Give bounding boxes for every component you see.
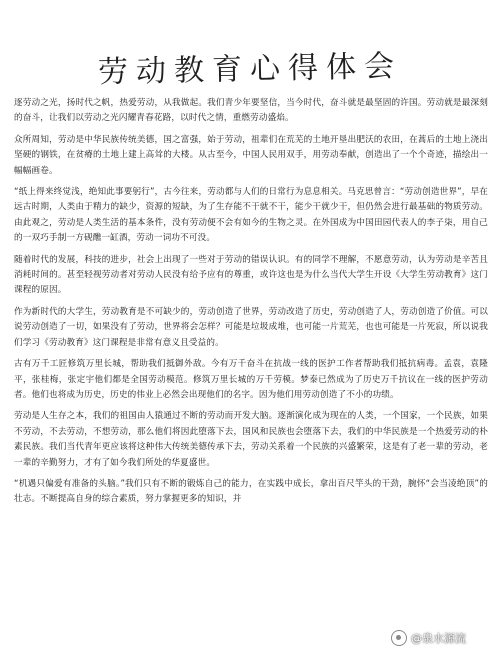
paragraph-5: 作为新时代的大学生，劳动教育是不可缺少的，劳动创造了世界，劳动改造了历史，劳动创造了人，劳动创造了价值。可以说劳动创造了一切，如果没有了劳动，世界将会怎样？可能是垃圾成堆，也可能一片荒芜，也也可能是一片死寂，所以说我们学习《劳动教育》这门课程是非常有意义且受益的。 [14, 306, 488, 348]
paragraph-2: 众所周知，劳动是中华民族传统美德，国之富强，始于劳动，祖辈们在荒芜的土地开垦出肥沃的农田，在蒿后的土地上浇出坚硬的钢铁，在贫瘠的土地上建上高耸的大楼。从古至今，中国人民用双手，用劳动奉献，创造出了一个个奇迹，描绘出一幅幅画卷。 [14, 134, 488, 176]
paragraph-4: 随着时代的发展，科技的进步，社会上出现了一些对于劳动的错误认识。有的同学不理解，不愿意劳动，认为劳动是辛苦且消耗时间的。甚至轻视劳动者对劳动人民没有给予应有的尊重，或许这也是为什么当代大学生开设《大学生劳动教育》这门课程的原因。 [14, 254, 488, 296]
paragraph-3: “纸上得来终觉浅，绝知此事要躬行”，古今往来，劳动都与人们的日常行为息息相关。马克思曾言：“劳动创造世界”，早在远古时期，人类由于精力的缺少，资源的短缺，为了生存能不干就不干，能少干就少干，但仍然会进行最基础的物质劳动。由此观之，劳动是人类生活的基本条件，没有劳动便不会有如今的生物之灵。在外国成为中国田园代表人的李子柒，用自己的一双巧手制一方砚醮一缸酒，劳动一词功不可没。 [14, 187, 488, 244]
watermark-logo-icon [391, 630, 407, 646]
page-title: 劳动教育心得体会 [97, 48, 403, 91]
paragraph-6: 古有万千工匠修筑万里长城，帮助我们抵御外敌。今有万千奋斗在抗战一线的医护工作者帮助我们抵抗病毒。孟袁，袁隆平，张桂梅，张定宇他们都是全国劳动模范。修筑万里长城的万千劳模。梦泰已然成为了历史万千抗议在一线的医护劳动者。他们也将成为历史，历史的伟业上必然会出现他们的名字。因为他们用劳动创造了不小的功绩。 [14, 359, 488, 400]
paragraph-8: “机遇只偏爱有准备的头脑。”我们只有不断的锻炼自己的能力，在实践中成长，拿出百尺竿头的干劲，腕怀“会当凌绝顶”的壮志。不断提高自身的综合素质，努力掌握更多的知识，并 [14, 478, 488, 505]
paragraph-7: 劳动是人生存之本，我们的祖国由人猿通过不断的劳动而开发大脑。逐渐演化成为现在的人类，一个国家，一个民族，如果不劳动，不去劳动，不想劳动，那么他们将因此堕落下去，国风和民族也会堕落下去，我们的中华民族是一个热爱劳动的朴素民族。我们当代青年更应该将这种伟大传统美德传承下去，劳动关系着一个民族的兴盛繁荣，这是有了老一辈的劳动，老一辈的辛勤努力，才有了如今我们所处的华夏盛世。 [14, 411, 488, 468]
watermark [391, 630, 466, 646]
watermark-text: @泉水源流 [411, 632, 466, 645]
paragraph-1: 逐劳动之光，扬时代之帆，热爱劳动，从我做起。我们青少年要坚信，当今时代，奋斗就是最坚固的许国。劳动就是最深刻的奋斗，让我们以劳动之光闪耀青春花路，以时代之情，重燃劳动盛焰。 [14, 98, 488, 124]
essay-body [14, 96, 488, 514]
